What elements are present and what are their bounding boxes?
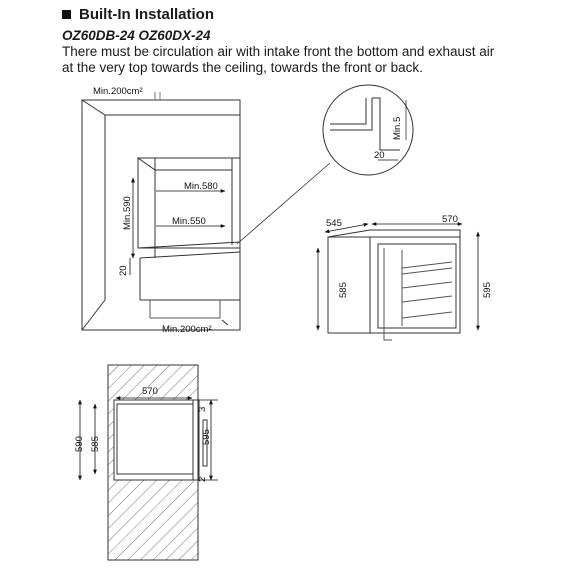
detail-leader-line — [237, 163, 330, 244]
detail-depth-label: 20 — [374, 150, 385, 161]
model-numbers: OZ60DB-24 OZ60DX-24 — [62, 28, 211, 43]
plan-inner-height-label: 585 — [90, 436, 101, 452]
appliance-total-height-label: 595 — [482, 282, 493, 298]
description-line-2: at the very top towards the ceiling, towards the front or back. — [62, 60, 423, 75]
niche-height-label: Min.590 — [122, 196, 133, 230]
top-vent-label: Min.200cm² — [93, 86, 143, 97]
plan-bottom-gap-label: 2 — [197, 476, 208, 482]
cabinet-diagram — [82, 92, 240, 330]
niche-width-label: Min.550 — [172, 216, 206, 227]
section-title-text: Built-In Installation — [79, 6, 214, 23]
appliance-depth-label: 545 — [326, 218, 342, 229]
bottom-vent-label: Min.200cm² — [162, 324, 212, 335]
plan-width-label: 570 — [142, 386, 158, 397]
plan-outer-height-label: 590 — [74, 436, 85, 452]
airflow-arrow-icon — [222, 320, 228, 325]
appliance-body-height-label: 585 — [338, 282, 349, 298]
plinth-height-label: 20 — [118, 265, 129, 276]
plan-door-height-label: 595 — [201, 429, 212, 445]
plan-top-gap-label: 3 — [197, 406, 208, 412]
niche-depth-label: Min.580 — [184, 181, 218, 192]
appliance-width-label: 570 — [442, 214, 458, 225]
detail-gap-label: Min.5 — [392, 116, 403, 140]
description-line-1: There must be circulation air with intake front the bottom and exhaust air — [62, 44, 495, 59]
